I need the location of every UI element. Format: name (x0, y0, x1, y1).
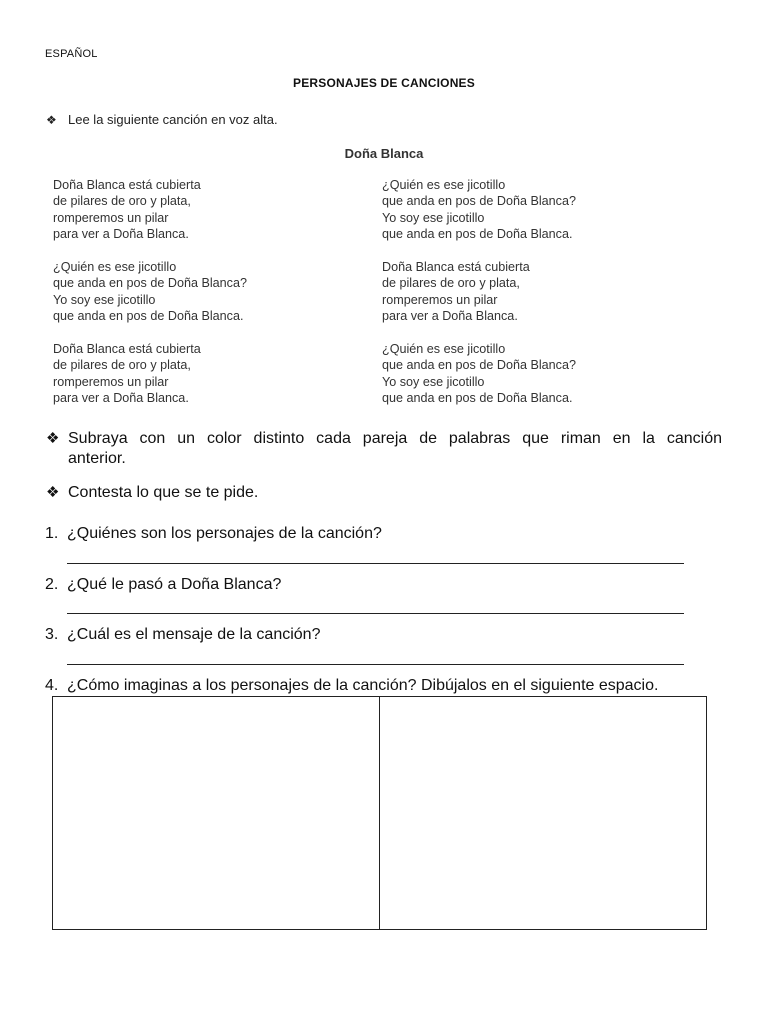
instruction-underline (46, 429, 722, 469)
verse-line: romperemos un pilar (53, 210, 169, 225)
question-text: ¿Qué le pasó a Doña Blanca? (67, 576, 282, 593)
verse-line: que anda en pos de Doña Blanca? (382, 194, 576, 209)
question-number: 2. (45, 576, 59, 593)
answer-line-2[interactable] (67, 613, 684, 614)
verse-line: que anda en pos de Doña Blanca? (53, 276, 247, 291)
stanza-left-3 (53, 341, 201, 406)
question-2 (45, 576, 281, 594)
verse-line: de pilares de oro y plata, (53, 358, 191, 373)
stanza-left-2 (53, 259, 247, 324)
diamond-bullet-icon: ❖ (46, 484, 60, 501)
instruction-underline-text-2: anterior. (68, 450, 126, 467)
instruction-answer-text: Contesta lo que se te pide. (68, 484, 259, 501)
verse-line: Doña Blanca está cubierta (382, 260, 530, 274)
verse-line: ¿Quién es ese jicotillo (382, 342, 506, 356)
question-4 (45, 677, 658, 695)
verse-line: para ver a Doña Blanca. (53, 390, 189, 405)
verse-line: Doña Blanca está cubierta (53, 342, 201, 356)
question-number: 4. (45, 677, 59, 694)
question-1 (45, 525, 382, 543)
verse-line: que anda en pos de Doña Blanca? (382, 358, 576, 373)
verse-line: Yo soy ese jicotillo (53, 292, 156, 307)
instruction-read-text: Lee la siguiente canción en voz alta. (68, 112, 278, 127)
verse-line: romperemos un pilar (53, 374, 169, 389)
verse-line: para ver a Doña Blanca. (53, 226, 189, 241)
stanza-right-2 (382, 259, 530, 324)
verse-line: de pilares de oro y plata, (382, 276, 520, 291)
verse-line: que anda en pos de Doña Blanca. (382, 226, 573, 241)
question-text: ¿Quiénes son los personajes de la canción? (67, 525, 382, 542)
question-text: ¿Cuál es el mensaje de la canción? (67, 626, 321, 643)
instruction-read (46, 112, 278, 127)
question-3 (45, 626, 320, 644)
verse-line: Doña Blanca está cubierta (53, 178, 201, 192)
question-number: 3. (45, 626, 59, 643)
verse-line: ¿Quién es ese jicotillo (53, 260, 177, 274)
verse-line: de pilares de oro y plata, (53, 194, 191, 209)
verse-line: ¿Quién es ese jicotillo (382, 178, 506, 192)
subject-label: ESPAÑOL (45, 48, 98, 60)
diamond-bullet-icon: ❖ (46, 430, 60, 447)
verse-line: que anda en pos de Doña Blanca. (382, 390, 573, 405)
drawing-cell-left[interactable] (53, 697, 379, 929)
answer-line-1[interactable] (67, 563, 684, 564)
question-number: 1. (45, 525, 59, 542)
stanza-right-1 (382, 177, 576, 242)
stanza-right-3 (382, 341, 576, 406)
song-title: Doña Blanca (344, 146, 424, 161)
instruction-underline-text-1: Subraya con un color distinto cada pareja de palabras que riman en la canción (68, 430, 722, 447)
verse-line: Yo soy ese jicotillo (382, 374, 485, 389)
verse-line: para ver a Doña Blanca. (382, 308, 518, 323)
page-title: PERSONAJES DE CANCIONES (293, 76, 475, 90)
verse-line: Yo soy ese jicotillo (382, 210, 485, 225)
drawing-area (52, 696, 707, 930)
verse-line: que anda en pos de Doña Blanca. (53, 308, 244, 323)
diamond-bullet-icon: ❖ (46, 113, 57, 127)
answer-line-3[interactable] (67, 664, 684, 665)
verse-line: romperemos un pilar (382, 292, 498, 307)
drawing-cell-right[interactable] (380, 697, 706, 929)
stanza-left-1 (53, 177, 201, 242)
instruction-answer (46, 483, 258, 503)
question-text: ¿Cómo imaginas a los personajes de la canción? Dibújalos en el siguiente espacio. (67, 677, 659, 694)
